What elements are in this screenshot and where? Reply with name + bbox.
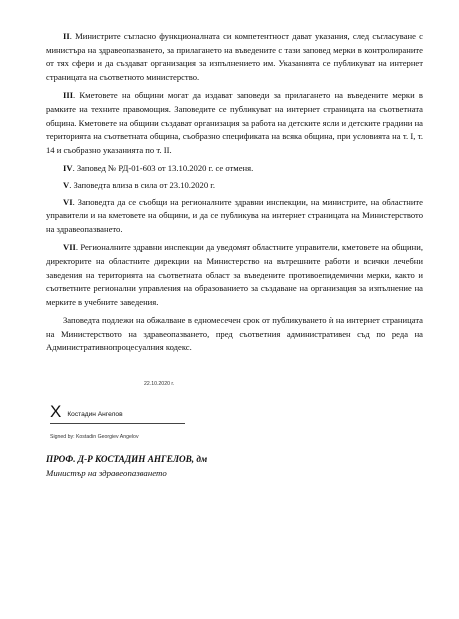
signature-name: Костадин Ангелов [67, 411, 123, 419]
author-name: ПРОФ. Д-Р КОСТАДИН АНГЕЛОВ, дм [46, 454, 208, 465]
paragraph-number: VII [63, 242, 76, 253]
paragraph-number: III [63, 90, 74, 101]
paragraph-vii [46, 241, 423, 309]
paragraph-vi [46, 196, 423, 237]
author-role: Министър на здравеопазването [46, 468, 167, 479]
paragraph-number: II [63, 31, 70, 41]
paragraph-v [46, 179, 423, 193]
paragraph-number: VI [63, 196, 73, 207]
paragraph-number: IV [63, 163, 73, 174]
paragraph-text: . Заповедта да се съобщи на регионалните здравни инспекции, на министрите, на областните управители и на кметовете на общини, и да се публикува на интернет страницата на Министерството на здравеопазването. [46, 196, 423, 234]
paragraph-iii [46, 89, 423, 157]
signature-date: 22.10.2020 г. [144, 381, 175, 388]
paragraph-iv [46, 162, 423, 176]
paragraph-ii [46, 30, 423, 84]
paragraph-number: V [63, 179, 70, 190]
paragraph-text: . Кметовете на общини могат да издават заповеди за прилагането на въведените мерки в рамките на техните правомощия. Заповедите се публикуват на интернет страницата на съответната община. Кметовете на общини създават организация за работа на детските ясли и детските градини на територията на съответната община, съобразно спецификата на всяка община, при условията на т. I, т. 14 и съобразно указанията по т. II. [46, 90, 423, 155]
paragraph-text: . Регионалните здравни инспекции да уведомят областните управители, кметовете на общини, директорите на областните дирекции на Министерство на вътрешните работи и всички лечебни заведения на територията на съответната област за въведените противоепидемични мерки, както и съответните регионални управления на образованието за създаване на организация за изпълнение на мерките в учебните заведения. [46, 242, 423, 307]
paragraph-text: Заповедта подлежи на обжалване в едномесечен срок от публикуването ѝ на интернет страницата на Министерството на здравеопазването, пред съответния административен съд по реда на Административнопроцесуалния кодекс. [46, 315, 423, 353]
paragraph-text: . Министрите съгласно функционалната си компетентност дават указания, след съгласуване с министъра на здравеопазването, за прилагането на въведените с тази заповед мерки в контролираните от тях сфери и да създават организация за изпълнението им. Указанията се публикуват на интернет страницата на съответното министерство. [46, 31, 423, 82]
paragraph-appeal [46, 314, 423, 355]
paragraph-text: . Заповед № РД-01-603 от 13.10.2020 г. се отменя. [72, 163, 254, 174]
signed-by-label: Signed by: Kostadin Georgiev Angelov [50, 434, 139, 441]
paragraph-text: . Заповедта влиза в сила от 23.10.2020 г. [69, 179, 215, 190]
signature-line[interactable] [50, 403, 185, 424]
signature-mark: X [50, 402, 62, 422]
